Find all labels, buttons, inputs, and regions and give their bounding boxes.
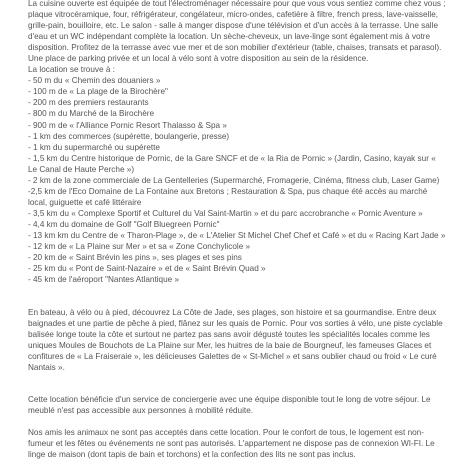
list-item: - 4,4 km du domaine de Golf "Golf Bluegreen Pornic" <box>28 219 220 229</box>
intro-paragraph: La cuisine ouverte est équipée de tout l'électroménager nécessaire pour que vous vous sentiez comme chez vous ; plaque vitrocéramique, four, réfrigérateur, congélateur, micro-ondes, cafetière à filtre, french press, lave-vaisselle, grille-pain, bouilloire, etc. Le salon - salle à manger dispose d'une télévision et d'un accès à la terrasse. Une salle d'eau et un WC indépendant complète la location. Un sèche-cheveux, un lave-linge sont également mis à votre disposition. Profitez de la terrasse avec vue mer et de son mobilier d'extérieur (table, chaises, transats et parasol). Une place de parking privée et un local à vélo sont à votre disposition au sein de la résidence. <box>28 0 446 64</box>
list-item: - 50 m du « Chemin des douaniers » <box>28 76 161 86</box>
list-item: -2,5 km de l'Eco Domaine de La Fontaine aux Bretons ; Restauration & Spa, pus chaque été accès au marché local, guiguette et café littéraire <box>28 186 428 207</box>
rules-paragraph: Nos amis les animaux ne sont pas acceptés dans cette location. Pour le confort de tous, le logement est non-fumeur et les fêtes ou événements ne sont pas autorisés. L'appartement ne dispose pas de connexion WI-FI. Le linge de maison (dont tapis de bain et torchons) et la confection des lits ne sont pas inclus. <box>28 427 435 459</box>
list-item: - 900 m de « l'Alliance Pornic Resort Thalasso & Spa » <box>28 120 227 130</box>
list-item: - 1 km des commerces (supérette, boulangerie, presse) <box>28 131 230 141</box>
list-item: - 800 m du Marché de la Birochère <box>28 109 155 119</box>
list-item: - 200 m des premiers restaurants <box>28 98 149 108</box>
distance-list <box>28 75 446 285</box>
list-item: - 20 km de « Saint Brévin les pins », ses plages et ses pins <box>28 253 242 263</box>
list-item: - 100 m de « La plage de la Birochère" <box>28 87 168 97</box>
concierge-paragraph: Cette location bénéficie d'un service de conciergerie avec une équipe disponible tout le long de votre séjour. Le meublé n'est pas accessible aux personnes à mobilité réduite. <box>28 394 431 415</box>
listing-description <box>28 0 446 460</box>
list-item: - 3,5 km du « Complexe Sportif et Culturel du Val Saint-Martin » et du parc accrobranche « Pornic Aventure » <box>28 208 423 218</box>
list-item: - 13 km km du Centre de « Tharon-Plage », de « L'Atelier St Michel Chef Chef et Café » et du « Racing Kart Jade » <box>28 230 446 240</box>
list-item: - 12 km de « La Plaine sur Mer » et sa « Zone Conchylicole » <box>28 242 251 252</box>
location-heading: La location se trouve à : <box>28 65 115 75</box>
list-item: - 2 km de la zone commerciale de La Gentelleries (Supermarché, Fromagerie, Cinéma, fitness club, Laser Game) <box>28 175 440 185</box>
list-item: - 25 km du « Pont de Saint-Nazaire » et de « Saint Brévin Quad » <box>28 264 266 274</box>
list-item: - 45 km de l'aéroport "Nantes Atlantique » <box>28 275 180 285</box>
list-item: - 1,5 km du Centre historique de Pornic, de la Gare SNCF et de « la Ria de Pornic » (Jardin, Casino, kayak sur « Le Canal de Haute Perche ») <box>28 153 436 174</box>
list-item: - 1 km du supermarché ou supérette <box>28 142 160 152</box>
activities-paragraph: En bateau, à vélo ou à pied, découvrez La Côte de Jade, ses plages, son histoire et sa gourmandise. Entre deux baignades et une partie de pêche à pied, flânez sur les quais de Pornic. Pour vos sorties à vélo, une piste cyclable balisée longe toute la côte et surtout ne partez pas sans avoir dégusté toutes les spécialités locales comme les uniques Moules de Bouchots de La Plaine sur Mer, les huitres de la baie de Bourgneuf, les fameuses Glaces et confitures de « La Fraiseraie », les délicieuses Galettes de « St-Michel » et sans oublier chaud ou froid « Le curé Nantais ». <box>28 308 443 373</box>
